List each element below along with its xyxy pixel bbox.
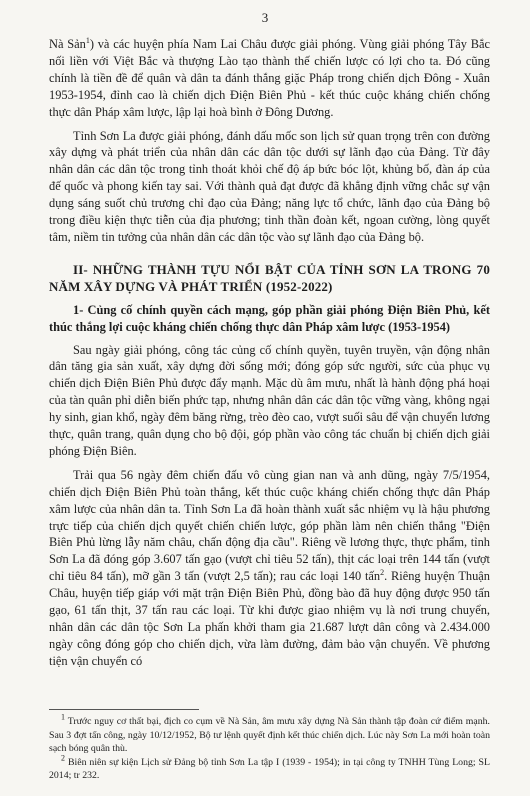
footnote-1-mark: 1 (61, 712, 65, 722)
footnote-2-text: Biên niên sự kiện Lịch sử Đảng bộ tỉnh Sơn La tập I (1939 - 1954); in tại công ty TNHH Tùng Long; SL 2014; tr 232. (49, 756, 490, 782)
paragraph-1 (49, 36, 490, 121)
paragraph-1-rest: ) và các huyện phía Nam Lai Châu được giải phóng. Vùng giải phóng Tây Bắc nối liền với Việt Bắc và thượng Lào tạo thành thế chiến lược có lợi cho ta. Đó cũng chính là tiền đề để quân và dân ta đánh thắng giặc Pháp trong chiến dịch Đông - Xuân 1953-1954, đỉnh cao là chiến dịch Điện Biên Phủ - kết thúc cuộc kháng chiến chống thực dân Pháp xâm lược, lập lại hoà bình ở Đông Dương. (49, 37, 491, 119)
paragraph-4 (49, 467, 490, 670)
footnote-ref-2: 2 (380, 568, 385, 578)
sub-heading: 1- Củng cố chính quyền cách mạng, góp phần giải phóng Điện Biên Phủ, kết thúc thắng lợi cuộc kháng chiến chống thực dân Pháp xâm lược (1953-1954) (49, 302, 490, 334)
section-heading: II- NHỮNG THÀNH TỰU NỔI BẬT CỦA TỈNH SƠN LA TRONG 70 NĂM XÂY DỰNG VÀ PHÁT TRIỂN (1952-2022) (49, 261, 490, 294)
footnote-ref-1: 1 (85, 35, 90, 45)
footnote-2-mark: 2 (61, 753, 65, 763)
paragraph-3: Sau ngày giải phóng, công tác củng cố chính quyền, tuyên truyền, vận động nhân dân tăng gia sản xuất, xây dựng đời sống mới; đóng góp sức người, sức của phục vụ chiến dịch Điện Biên Phủ được đẩy mạnh. Mặc dù âm mưu, nhất là hành động phá hoại của tàn quân phỉ diễn biến phức tạp, nhưng nhân dân các dân tộc vững vàng, không ngại hy sinh, gian khổ, ngày đêm băng rừng, trèo đèo cao, vượt suối sâu để vận chuyển lương thực, quân trang, quân dụng cho bộ đội, góp phần vào công tác chuẩn bị chiến dịch giải phóng Điện Biên. (49, 342, 490, 458)
footnote-2 (49, 753, 490, 783)
body-text (49, 36, 490, 670)
footnotes (49, 712, 490, 783)
footnote-1-text: Trước nguy cơ thất bại, địch co cụm về Nà Sản, âm mưu xây dựng Nà Sản thành tập đoàn cứ điểm mạnh. Sau 3 đợt tấn công, ngày 10/12/1952, Bộ tư lệnh quyết định kết thúc chiến dịch. Lúc này Sơn La mới hoàn toàn sạch bóng quân thù. (49, 716, 490, 755)
paragraph-4-rest: . Riêng huyện Thuận Châu, huyện tiếp giáp với mặt trận Điện Biên Phủ, đồng bào đã huy động được 950 tấn gạo, 61 tấn thịt, 37 tấn rau các loại. Từ khi được giao nhiệm vụ là nơi trung chuyển, nhân dân các dân tộc Sơn La phấn khởi tham gia 21.687 lượt dân công và 2.434.000 ngày công đóng góp cho chiến dịch, vừa làm đường, đảm bảo vận chuyển. Về phương tiện vận chuyển có (49, 569, 490, 668)
page-number: 3 (261, 10, 269, 25)
paragraph-2: Tỉnh Sơn La được giải phóng, đánh dấu mốc son lịch sử quan trọng trên con đường xây dựng và phát triển của nhân dân các dân tộc dưới sự lãnh đạo của Đảng. Từ đây nhân dân các dân tộc trong tỉnh thoát khỏi chế độ áp bức bóc lột, khủng bố, đàn áp của đế quốc và phong kiến tay sai. Với thành quả đạt được đã khẳng định vững chắc sự vận dụng sáng suốt chủ trương chỉ đạo của Đảng; năng lực tổ chức, lãnh đạo của Đảng bộ trong điều kiện thực tiễn của địa phương; tinh thần đoàn kết, ngoan cường, lòng quyết tâm, niềm tin tưởng của nhân dân các dân tộc vào sự lãnh đạo của Đảng bộ. (49, 128, 490, 244)
footnote-1 (49, 712, 490, 756)
footnote-divider (49, 709, 199, 710)
paragraph-1-lead: Nà Sản (49, 37, 86, 51)
paragraph-4-lead: Trải qua 56 ngày đêm chiến đấu vô cùng gian nan và anh dũng, ngày 7/5/1954, chiến dịch Điện Biên Phủ toàn thắng, kết thúc cuộc kháng chiến chống thực dân Pháp xâm lược của nhân dân ta. Tỉnh Sơn La đã hoàn thành xuất sắc nhiệm vụ là hậu phương trực tiếp của chiến dịch quyết chiến chiến lược, góp phần làm nên chiến thắng "Điện Biên Phủ lừng lẫy năm châu, chấn động địa cầu". Riêng về lương thực, thực phẩm, tỉnh Sơn La đã đóng góp 3.607 tấn gạo (vượt chỉ tiêu 52 tấn), thịt các loại trên 144 tấn (vượt chỉ tiêu 84 tấn), mỡ gần 3 tấn (vượt 2,5 tấn); rau các loại 140 tấn (49, 467, 490, 584)
